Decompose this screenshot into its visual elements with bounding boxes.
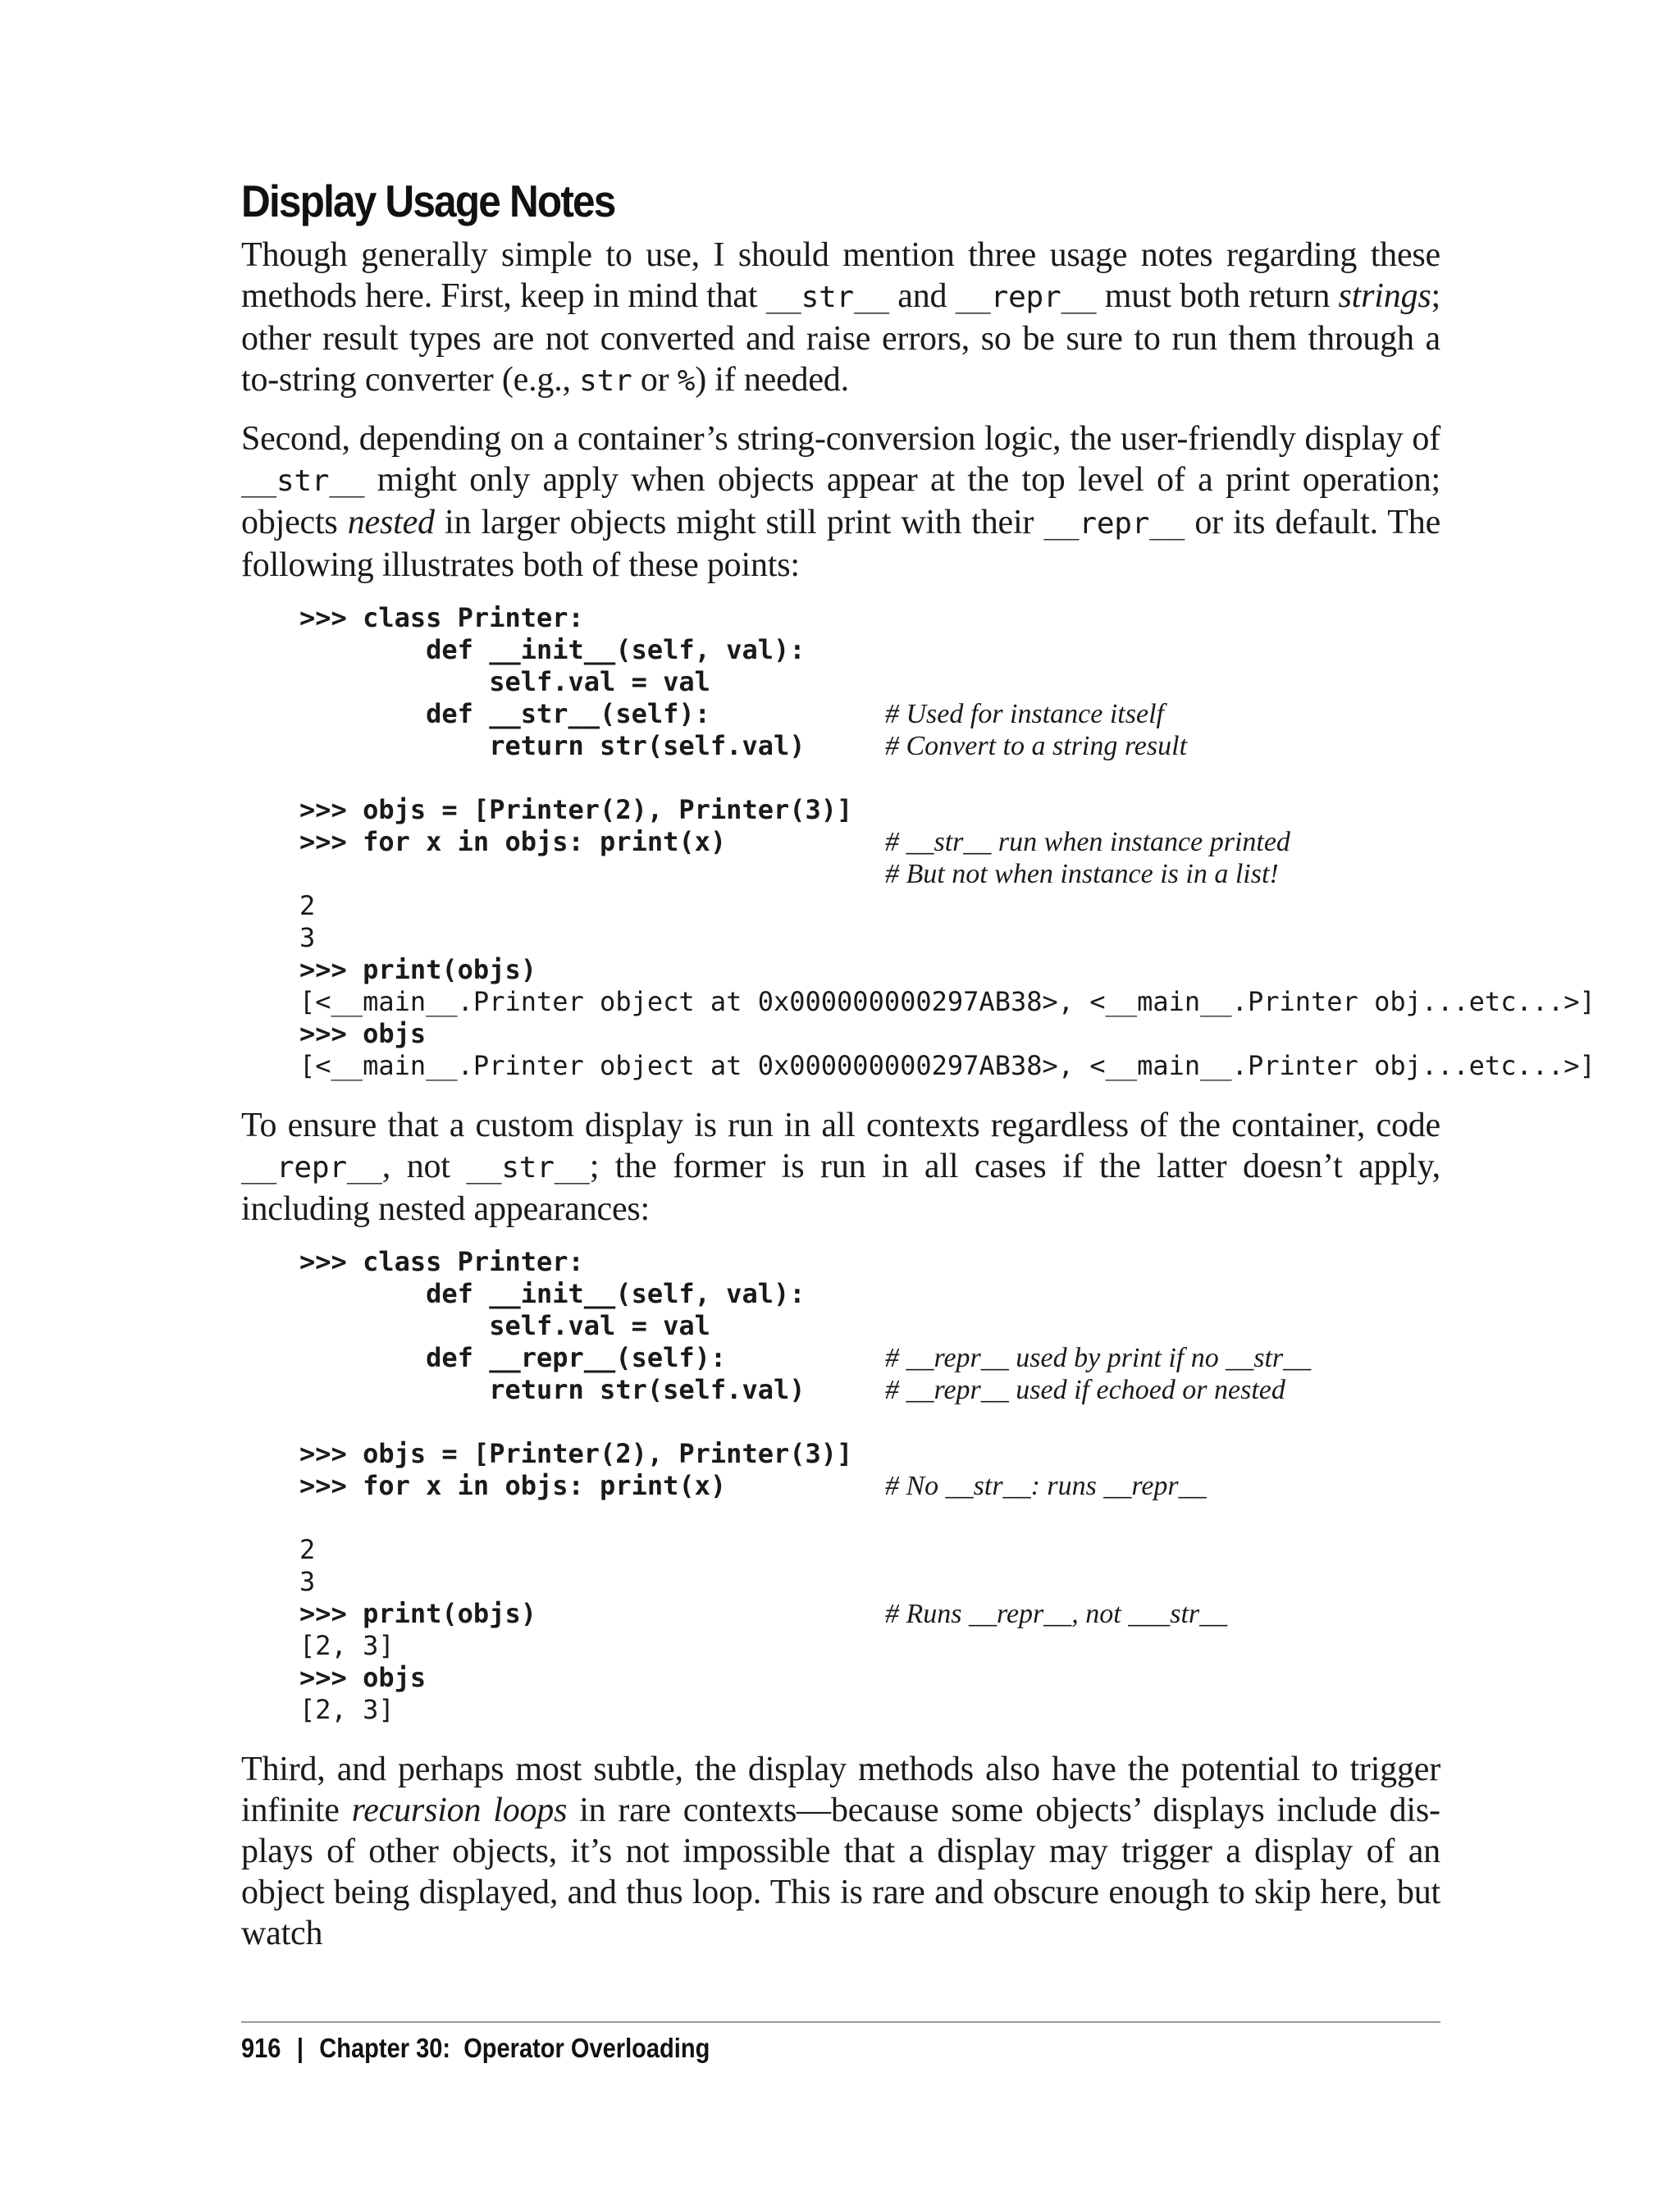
code-line — [299, 1694, 1440, 1726]
page-number: 916 — [241, 2033, 281, 2063]
code-line — [299, 1598, 1440, 1630]
code-line — [299, 1246, 1440, 1278]
code-line — [299, 1534, 1440, 1566]
code-text: def __repr__(self): — [299, 1341, 727, 1373]
text-run: or its default. The following illustrates both of these points: — [241, 503, 1441, 584]
code-line — [299, 762, 1440, 794]
code-comment: # __repr__ used if echoed or nested — [885, 1374, 1285, 1405]
text-run: , not — [381, 1147, 467, 1185]
code-line — [299, 985, 1596, 1018]
text-run: Third, and perhaps most subtle, the display methods also have the potential to trigger infinite — [241, 1750, 1440, 1829]
code-text: 2 — [299, 889, 316, 921]
inline-code: __str__ — [466, 1150, 590, 1185]
code-text: >>> for x in objs: print(x) — [299, 1469, 727, 1501]
inline-code: __repr__ — [955, 280, 1097, 314]
code-text: def __init__(self, val): — [299, 1277, 806, 1309]
chapter-title: Chapter 30: Operator Overloading — [319, 2033, 710, 2063]
text-run: in larger objects might still print with their — [434, 503, 1044, 541]
code-text: 3 — [299, 1565, 316, 1597]
code-text: >>> class Printer: — [299, 601, 584, 633]
inline-code: __repr__ — [241, 1150, 382, 1185]
code-line — [299, 1049, 1596, 1082]
emphasis: nested — [347, 503, 435, 541]
code-text: self.val = val — [299, 1309, 710, 1341]
paragraph-1 — [241, 235, 1440, 402]
footer-separator: | — [296, 2033, 304, 2063]
code-text: >>> print(objs) — [299, 953, 536, 985]
paragraph-3 — [241, 1105, 1440, 1230]
code-line — [299, 1502, 1440, 1534]
footer-divider — [241, 2021, 1440, 2023]
code-comment: # No __str__: runs __repr__ — [885, 1470, 1207, 1501]
code-line — [299, 954, 1440, 986]
page-body — [241, 176, 1596, 1970]
code-line — [299, 1630, 1440, 1662]
text-run: or — [632, 360, 678, 399]
code-text: return str(self.val) — [299, 729, 806, 761]
code-line — [299, 1438, 1440, 1470]
text-run: ; the former is run in all cases if the latter doesn’t apply, including nested appearances: — [241, 1147, 1440, 1228]
code-line — [299, 1342, 1440, 1374]
code-line — [299, 858, 1440, 890]
code-line — [299, 1018, 1440, 1050]
text-run: and — [888, 276, 956, 315]
code-line — [299, 826, 1440, 858]
emphasis: recursion loops — [351, 1791, 568, 1829]
code-text: 3 — [299, 921, 316, 953]
code-text: 2 — [299, 1533, 316, 1565]
text-run: might only apply when objects appear at the top level of a print operation; objects — [241, 460, 1440, 541]
text-run: ; other result types are not converted and raise errors, so be sure to run them through a to-string converter (e.g., — [241, 276, 1440, 399]
code-line — [299, 666, 1440, 698]
code-text: [2, 3] — [299, 1693, 395, 1725]
code-text: [<__main__.Printer object at 0x000000000297AB38>, <__main__.Printer obj...etc...>] — [299, 985, 1596, 1017]
code-comment: # __repr__ used by print if no __str__ — [885, 1342, 1312, 1373]
text-run: in rare contexts—because some objects’ displays include displays of other objects, it’s not impossible that a display may trigger a display of an object being displayed, and thus loop. This is rare and obscure enough to skip here, but watch — [241, 1791, 1440, 1952]
code-line — [299, 730, 1440, 762]
text-run: must both return — [1096, 276, 1339, 315]
inline-code: __repr__ — [1043, 506, 1185, 541]
paragraph-4 — [241, 1749, 1440, 1954]
code-text: [<__main__.Printer object at 0x000000000297AB38>, <__main__.Printer obj...etc...>] — [299, 1049, 1596, 1081]
text-run: ) if needed. — [695, 360, 849, 399]
code-line — [299, 1374, 1440, 1406]
code-text: >>> print(objs) — [299, 1597, 536, 1629]
code-text: return str(self.val) — [299, 1373, 806, 1405]
code-text: [2, 3] — [299, 1629, 395, 1661]
code-comment: # Runs __repr__, not ___str__ — [885, 1598, 1228, 1629]
code-line — [299, 890, 1440, 922]
paragraph-2 — [241, 418, 1440, 586]
text-run: Second, depending on a container’s string-conversion logic, the user-friendly display of — [241, 419, 1440, 458]
section-heading: Display Usage Notes — [241, 176, 615, 226]
text-run: To ensure that a custom display is run in all contexts regardless of the container, code — [241, 1106, 1440, 1144]
code-comment: # __str__ run when instance printed — [885, 826, 1290, 857]
code-line — [299, 1566, 1440, 1598]
code-text: def __init__(self, val): — [299, 633, 806, 665]
code-text: def __str__(self): — [299, 697, 710, 729]
code-text: >>> objs = [Printer(2), Printer(3)] — [299, 793, 853, 825]
code-line — [299, 1662, 1440, 1694]
emphasis: strings — [1338, 276, 1431, 315]
code-text: >>> objs — [299, 1017, 427, 1049]
text-run: Though generally simple to use, I should mention three usage notes regarding these methods here. First, keep in mind that — [241, 235, 1440, 315]
code-line — [299, 794, 1440, 826]
code-line — [299, 1406, 1440, 1438]
page-footer — [241, 2033, 710, 2064]
code-line — [299, 1278, 1440, 1310]
code-text: self.val = val — [299, 665, 710, 697]
code-text: >>> objs = [Printer(2), Printer(3)] — [299, 1437, 853, 1469]
code-text: >>> for x in objs: print(x) — [299, 825, 727, 857]
inline-code: % — [677, 363, 696, 398]
code-comment: # Used for instance itself — [885, 698, 1164, 729]
code-block-str-example — [299, 601, 1596, 1082]
inline-code: str — [579, 363, 632, 398]
inline-code: __str__ — [765, 280, 889, 314]
code-line — [299, 602, 1440, 634]
code-line — [299, 1470, 1440, 1502]
code-block-repr-example — [299, 1246, 1440, 1726]
code-line — [299, 922, 1440, 954]
code-comment: # But not when instance is in a list! — [885, 858, 1279, 889]
code-line — [299, 698, 1440, 730]
inline-code: __str__ — [241, 463, 365, 498]
code-comment: # Convert to a string result — [885, 730, 1188, 761]
code-line — [299, 1310, 1440, 1342]
code-text: >>> objs — [299, 1661, 427, 1693]
code-text: >>> class Printer: — [299, 1245, 584, 1277]
code-line — [299, 634, 1440, 666]
